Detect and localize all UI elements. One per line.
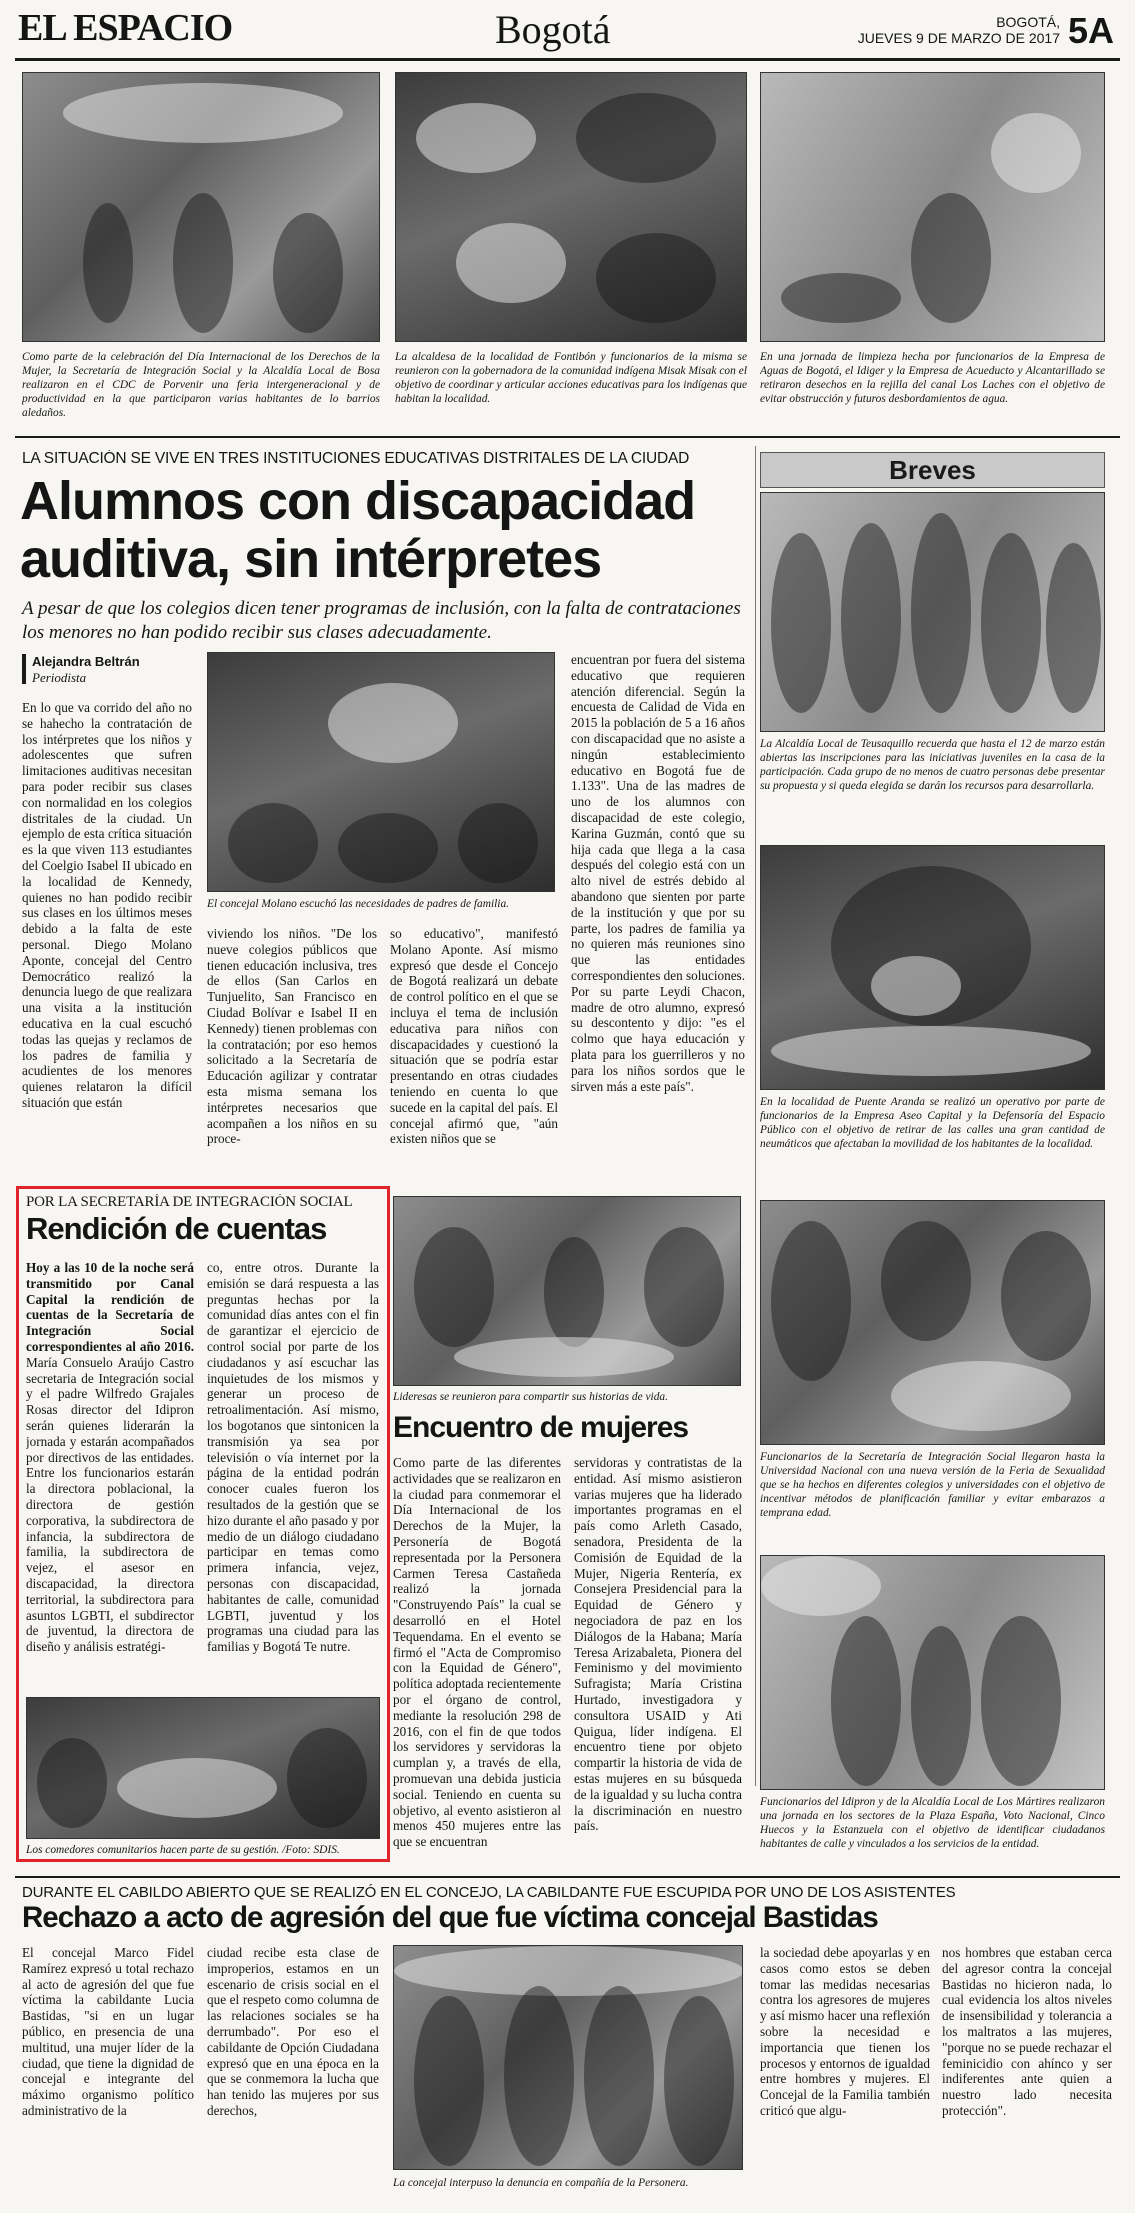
breves-divider [755,446,756,1786]
photo-canal-cleaning [760,72,1105,342]
caption-canal-cleaning: En una jornada de limpieza hecha por funcionarios de la Empresa de Aguas de Bogotá, el Idiger y la Empresa de Acueducto y Alcantarillado se retiraron desechos en la rejilla del canal Los Laches con el objetivo de evitar obstrucción y futuros desbordamientos de agua. [760,351,1105,405]
bastidas-col1: El concejal Marco Fidel Ramírez expresó u total rechazo al acto de agresión del que fue víctima la cabildante Lucia Bastidas, "si en un lugar público, en presencia de una multitud, una mujer líder de la ciudad, que tiene la dignidad de concejal e integrante del máximo organismo político administrativo de la [22,1945,194,2118]
masthead-rule [15,58,1120,61]
photo-idipron-street [760,1555,1105,1790]
newspaper-logo: EL ESPACIO [18,7,233,49]
bastidas-headline: Rechazo a acto de agresión del que fue víctima concejal Bastidas [22,1901,878,1934]
rendicion-kicker: POR LA SECRETARÍA DE INTEGRACIÓN SOCIAL [26,1194,353,1210]
byline-bar [22,654,26,684]
rendicion-col1-text: María Consuelo Araújo Castro secretaria de Integración social y el padre Wilfredo Grajales Rosas director del Idipron serán quienes liderarán la jornada y estarán acompañados por directivos de las entidades. Entre los funcionarios estarán la directora poblacional, la directora de gestión corporativa, la subdirectora de infancia, la subdirectora de familia, la subdirectora de vejez, el asesor en discapacidad, la directora territorial, la subdirectora para asuntos LGBTI, el subdirector de juventud, la directora de diseño y análisis estratégi- [26,1354,194,1655]
photo-concejal-molano [207,652,555,892]
breves-header: Breves [760,452,1105,488]
rendicion-headline: Rendición de cuentas [26,1211,327,1246]
caption-community-kitchens: Los comedores comunitarios hacen parte de su gestión. /Foto: SDIS. [26,1844,340,1856]
main-story-col2: viviendo los niños. "De los nueve colegios públicos que tienen educación inclusiva, tres de ellos (San Carlos en Tunjuelito, San Francisco en Ciudad Bolívar e Isabel II en Kennedy) tienen problemas con la contratación; por eso hemos solicitado a la Secretaría de Educación agilizar y contratar esta misma semana los intérpretes necesarios que acompañen a los niños en su proce- [207,926,377,1147]
bastidas-col2: ciudad recibe esta clase de improperios, estamos en un escenario de crisis social en el que el respeto como columna de las relaciones sociales se ha derrumbado". Por eso el cabildante de Opción Ciudadana expresó que en una época en la que se conmemora la lucha que han tenido las mujeres por sus derechos, [207,1945,379,2118]
main-story-col3: so educativo", manifestó Molano Aponte. Así mismo expresó que desde el Concejo de Bogotá realizará un debate de control político en el que se incluya el tema de inclusión educativa para niños con discapacidades y cuestionó la situación que se podría estar presentando en otras ciudades teniendo en cuenta lo que sucede en la capital del país. El concejal afirmó que, "aún existen niños que se [390,926,558,1147]
photo-concejal-bastidas [393,1945,743,2170]
photo-community-kitchens [26,1697,380,1839]
photo-women-leaders [393,1196,741,1386]
caption-teusaquillo-youth: La Alcaldía Local de Teusaquillo recuerda que hasta el 12 de marzo están abiertas las inscripciones para las iniciativas juveniles en la casa de la participación. Cada grupo de no menos de cuatro personas debe presentar su propuesta y si queda elegida se darán los recursos para desarrollarla. [760,738,1105,792]
photo-fontibon-meeting [395,72,747,342]
main-story-kicker: LA SITUACIÓN SE VIVE EN TRES INSTITUCIONES EDUCATIVAS DISTRITALES DE LA CIUDAD [22,450,690,467]
main-story-col1: En lo que va corrido del año no se hahecho la contratación de los intérpretes que los niños y adolescentes que sufren limitaciones auditivas necesitan para poder recibir sus clases con normalidad en los colegios distritales de la ciudad. Un ejemplo de esta crítica situación es la que viven 113 estudiantes del Coelgio Isabel II ubicado en la localidad de Kennedy, quienes no han podido recibir sus clases en los últimos meses debido a la falta de este personal. Diego Molano Aponte, concejal del Centro Democrático realizó la denuncia luego de que realizara una visita a la institución educativa en la cual escuchó todas las quejas y reclamos de los padres de familia y acudientes de los menores quienes relataron la difícil situación que están [22,700,192,1110]
dateline [830,14,1060,46]
section-title: Bogotá [495,7,611,52]
main-story-deck: A pesar de que los colegios dicen tener programas de inclusión, con la falta de contrataciones los menores no han podido recibir sus clases adecuadamente. [22,598,741,643]
section-rule-top [15,436,1120,438]
encuentro-headline: Encuentro de mujeres [393,1411,689,1444]
bastidas-col3: la sociedad debe apoyarlas y en casos como estos se deben tomar las medidas necesarias contra los agresores de mujeres y así mismo hacer una reflexión sobre la necesidad e importancia que tienen los procesos y entornos de igualdad entre hombres y mujeres. El Concejal de la Familia también criticó que algu- [760,1945,930,2118]
bastidas-kicker: DURANTE EL CABILDO ABIERTO QUE SE REALIZÓ EN EL CONCEJO, LA CABILDANTE FUE ESCUPIDA POR UNO DE LOS ASISTENTES [22,1884,956,1901]
encuentro-col2: servidoras y contratistas de la entidad. Así mismo asistieron varias mujeres que ha liderado importantes programas en el país como Arleth Casado, senadora, Presidenta de la Comisión de Equidad de la Mujer, Nigeria Rentería, ex Consejera Presidencial para la Equidad de Género y negociadora de paz en los Diálogos de la Habana; María Teresa Arizabaleta, Pionera del Feminismo y del movimiento Sufragista; María Cristina Hurtado, investigadora y consultora USAID y Ati Quigua, líder indígena. El encuentro tiene por objeto compartir la historia de vida de estas mujeres en su búsqueda de la igualdad y su lucha contra la discriminación en nuestro país. [574,1455,742,1834]
encuentro-col1: Como parte de las diferentes actividades que se realizaron en la ciudad para conmemorar el Día Internacional de los Derechos de la Mujer, la Personería de Bogotá representada por la Personera Carmen Teresa Castañeda realizó la jornada "Construyendo País" la cual se desarrolló en el Hotel Tequendama. En el evento se firmó el "Acta de Compromiso con la Equidad de Género", política adoptada recientemente por el órgano de control, mediante la resolución 298 de 2016, con el fin de que todos los servidores y servidoras la cumplan y, a través de ella, promuevan una debida justicia social. Teniendo en cuenta su objetivo, al evento asistieron al menos 450 mujeres entre las que se encuentran [393,1455,561,1850]
rendicion-lead: Hoy a las 10 de la noche será transmitido por Canal Capital la rendición de cuentas de la Secretaría de Integración Social correspondientes al año 2016. [26,1260,194,1354]
dateline-date: JUEVES 9 DE MARZO DE 2017 [857,30,1060,46]
section-rule-bottom [15,1876,1120,1878]
page-number: 5A [1068,10,1115,51]
photo-bosa-fair [22,72,380,342]
byline-role: Periodista [32,670,87,685]
caption-sexuality-fair: Funcionarios de la Secretaría de Integración Social llegaron hasta la Universidad Nacional con una nueva versión de la Feria de Sexualidad que se ha hechos en diferentes colegios y universidades con el objetivo de incentivar métodos de planificación familiar y evitar embarazos a temprana edad. [760,1451,1105,1519]
caption-concejal-bastidas: La concejal interpuso la denuncia en compañía de la Personera. [393,2177,689,2189]
caption-bosa-fair: Como parte de la celebración del Día Internacional de los Derechos de la Mujer, la Secretaría de Integración Social y la Alcaldía Local de Bosa realizaron en el CDC de Porvenir una feria intergeneracional y de productividad en la que participaron varias habitantes de lo barrios aledaños. [22,351,380,419]
caption-puente-aranda-tires: En la localidad de Puente Aranda se realizó un operativo por parte de funcionarios de la Empresa Aseo Capital y la Defensoría del Espacio Público con el objetivo de retirar de las calles una gran cantidad de neumáticos que afectaban la movilidad de los habitantes de la localidad. [760,1096,1105,1150]
rendicion-col2: co, entre otros. Durante la emisión se dará respuesta a las preguntas hechas por la comunidad días antes con el fin de garantizar el ejercicio de control social por parte de los ciudadanos y así escuchar las inquietudes de los mismos y generar un proceso de retroalimentación. Así mismo, los bogotanos que sintonicen la transmisión ya sea por televisión o vía internet por la página de la entidad podrán conocer cuales fueron los resultados de la gestión que se hizo durante el año pasado y por medio de un diálogo ciudadano participar en temas como primera infancia, vejez, personas con discapacidad, habitantes de calle, comunidad LGBTI, juventud y los programas una ciudad para las familias y Bogotá Te nutre. [207,1260,379,1655]
photo-sexuality-fair [760,1200,1105,1445]
photo-puente-aranda-tires [760,845,1105,1090]
main-story-headline [20,472,750,589]
caption-women-leaders: Lideresas se reunieron para compartir sus historias de vida. [393,1391,668,1403]
caption-idipron-street: Funcionarios del Idipron y de la Alcaldía Local de Los Mártires realizaron una jornada en los sectores de la Plaza España, Voto Nacional, Cinco Huecos y la Estanzuela con el objetivo de identificar ciudadanos habitantes de calle y vinculados a los servicios de la entidad. [760,1796,1105,1850]
rendicion-col1 [26,1260,194,1690]
photo-teusaquillo-youth [760,492,1105,732]
caption-concejal-molano: El concejal Molano escuchó las necesidades de padres de familia. [207,898,509,910]
dateline-city: BOGOTÁ, [996,14,1060,30]
main-headline-line2: auditiva, sin intérpretes [20,529,602,590]
main-headline-line1: Alumnos con discapacidad [20,471,696,531]
caption-fontibon-meeting: La alcaldesa de la localidad de Fontibón y funcionarios de la misma se reunieron con la gobernadora de la comunidad indígena Misak Misak con el objetivo de coordinar y articular acciones educativas para los indígenas que habitan la localidad. [395,351,747,405]
main-story-col4: encuentran por fuera del sistema educativo que requieren atención diferencial. Según la encuesta de Calidad de Vida en 2015 la población de 5 a 16 años con discapacidad que no asiste a ningún establecimiento educativo en Bogotá fue de 1.133". Una de las madres de uno de los alumnos con discapacidad de este colegio, Karina Guzmán, contó que su hija cada que llega a la casa después del colegio está con un alto nivel de estrés debido al abandono que sienten por parte de la institución y que por su parte, los padres de familia ya no quieren más reuniones sino que las entidades correspondientes den soluciones. Por su parte Leydi Chacon, madre de otro alumno, expresó su descontento y dijo: "es el colmo que haya educación y plata para los guerrilleros y no para los niños sordos que le sirven más a este país". [571,652,745,1094]
bastidas-col4: nos hombres que estaban cerca del agresor contra la concejal Bastidas no hicieron nada, lo cual evidencia los altos niveles de insensibilidad y tolerancia a los maltratos a las mujeres, "porque no se puede rechazar el feminicidio con ahínco y ser indiferentes ante quien a nuestro lado necesita protección". [942,1945,1112,2118]
byline-name: Alejandra Beltrán [32,654,140,669]
